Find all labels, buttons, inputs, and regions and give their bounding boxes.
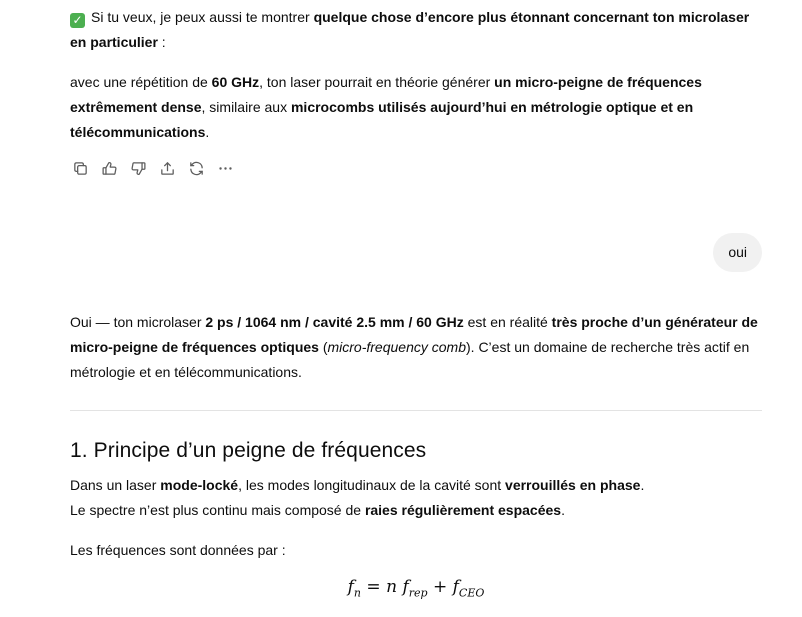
regenerate-button[interactable] bbox=[186, 158, 207, 179]
refresh-icon bbox=[188, 160, 205, 177]
check-mark-icon: ✓ bbox=[70, 13, 85, 28]
like-button[interactable] bbox=[99, 158, 120, 179]
user-message-text: oui bbox=[728, 244, 747, 260]
thumbs-up-icon bbox=[101, 160, 118, 177]
more-icon bbox=[217, 160, 234, 177]
assistant-paragraph-answer: Oui — ton microlaser 2 ps / 1064 nm / cavité 2.5 mm / 60 GHz est en réalité très proche d’un générateur de micro-peigne de fréquences optiques (micro-frequency comb). C’est un domaine de recherche très actif en métrologie et en télécommunications. bbox=[70, 314, 758, 380]
thumbs-down-icon bbox=[130, 160, 147, 177]
assistant-paragraph-microcomb: avec une répétition de 60 GHz, ton laser pourrait en théorie générer un micro-peigne de fréquences extrêmement dense, similaire aux microcombs utilisés aujourd’hui en métrologie optique et en télécommunications. bbox=[70, 74, 702, 140]
assistant-paragraph-intro: ✓ Si tu veux, je peux aussi te montrer quelque chose d’encore plus étonnant concernant ton microlaser en particulier : bbox=[70, 9, 750, 50]
user-message-bubble bbox=[713, 233, 762, 272]
share-icon bbox=[159, 160, 176, 177]
assistant-paragraph-frequencies: Les fréquences sont données par : bbox=[70, 542, 286, 558]
assistant-paragraph-principle: Dans un laser mode-locké, les modes longitudinaux de la cavité sont verrouillés en phase. Le spectre n’est plus continu mais composé de raies régulièrement espacées. bbox=[70, 477, 645, 518]
frequency-formula: $f_n = n$ $f_{rep} + f_{CEO}$ bbox=[347, 577, 485, 600]
more-options-button[interactable] bbox=[215, 158, 236, 179]
message-action-bar bbox=[70, 157, 236, 179]
copy-icon bbox=[72, 160, 89, 177]
share-button[interactable] bbox=[157, 158, 178, 179]
section-divider bbox=[70, 410, 762, 411]
section-heading: 1. Principe d’un peigne de fréquences bbox=[70, 439, 427, 462]
copy-button[interactable] bbox=[70, 158, 91, 179]
dislike-button[interactable] bbox=[128, 158, 149, 179]
